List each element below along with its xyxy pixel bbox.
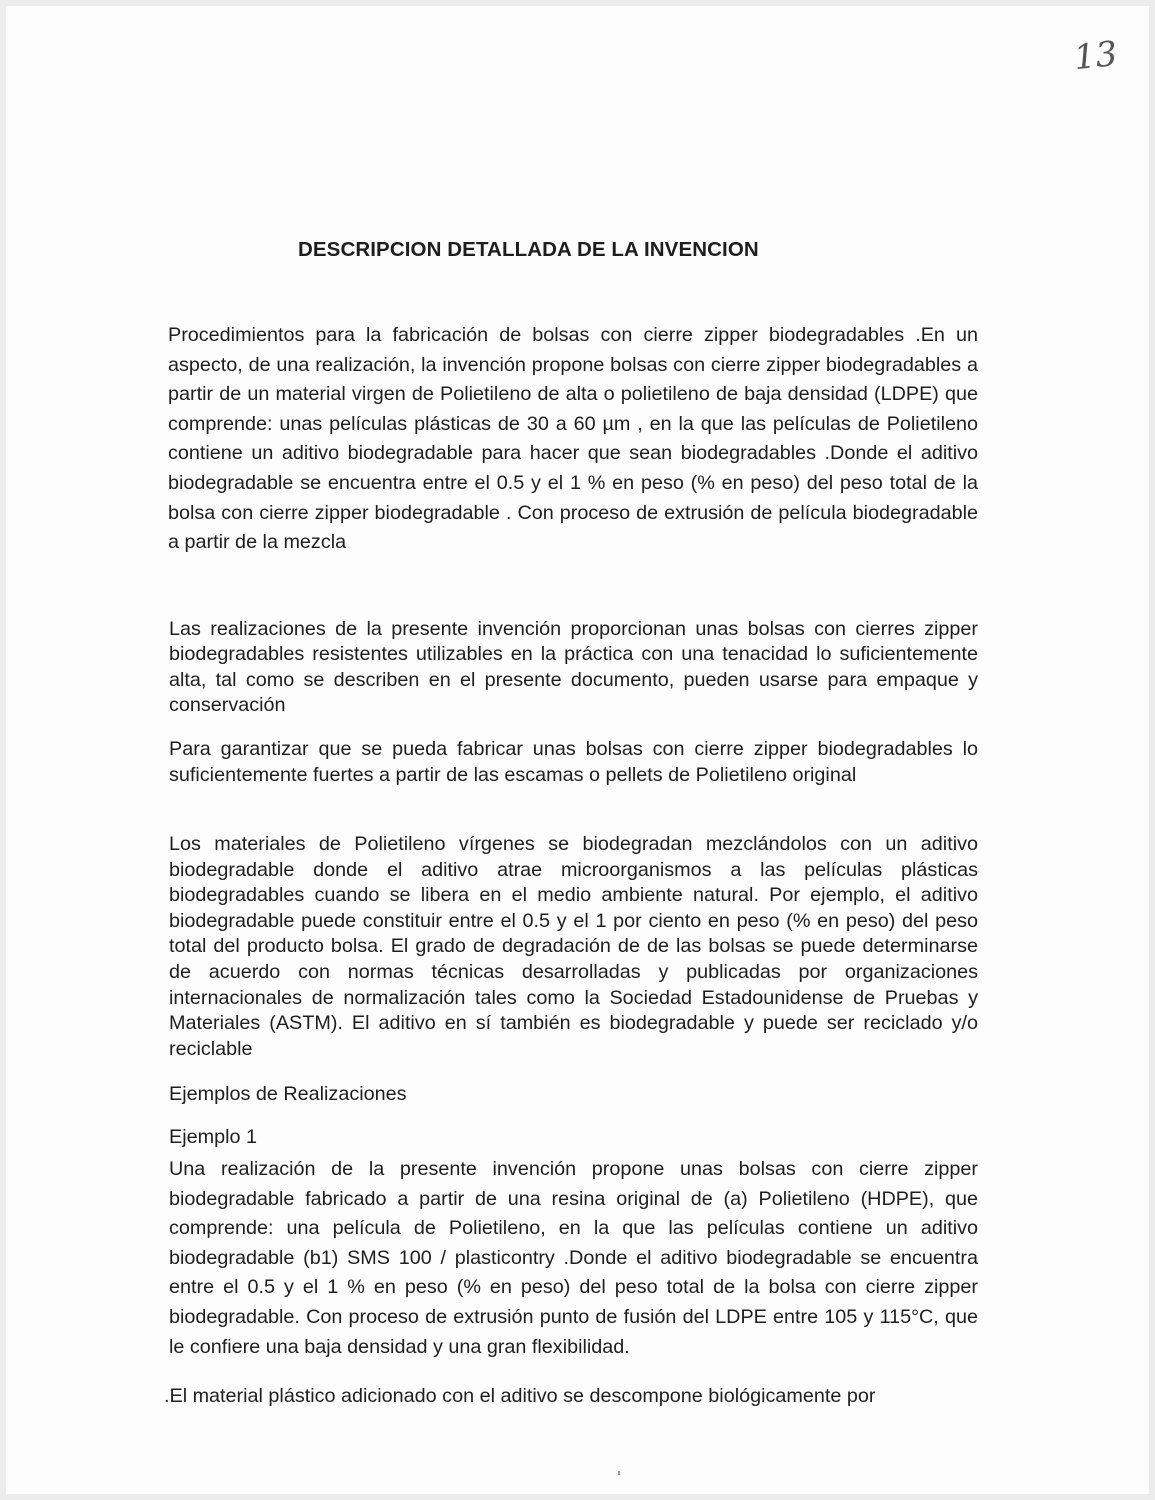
paragraph-realizaciones: Las realizaciones de la presente invención proporcionan unas bolsas con cierres zipper biodegradables resistentes utilizables en la práctica con una tenacidad lo suficientemente alta, tal como se describen en el presente documento, pueden usarse para empaque y conservación [169,618,978,717]
paragraph-intro: Procedimientos para la fabricación de bolsas con cierre zipper biodegradables .En un aspecto, de una realización, la invención propone bolsas con cierre zipper biodegradables a partir de un material virgen de Polietileno de alta o polietileno de baja densidad (LDPE) que comprende: unas películas plásticas de 30 a 60 µm , en la que las películas de Polietileno contiene un aditivo biodegradable para hacer que sean biodegradables .Donde el aditivo biodegradable se encuentra entre el 0.5 y el 1 % en peso (% en peso) del peso total de la bolsa con cierre zipper biodegradable . Con proceso de extrusión de película biodegradable a partir de la mezcla [168,324,978,554]
page-title: DESCRIPCION DETALLADA DE LA INVENCION [298,238,759,261]
paragraph-example-1: Una realización de la presente invención propone unas bolsas con cierre zipper biodegradable fabricado a partir de una resina original de (a) Polietileno (HDPE), que comprende: una película de Polietileno, en la que las películas contiene un aditivo biodegradable (b1) SMS 100 / plasticontry .Donde el aditivo biodegradable se encuentra entre el 0.5 y el 1 % en peso (% en peso) del peso total de la bolsa con cierre zipper biodegradable. Con proceso de extrusión punto de fusión del LDPE entre 105 y 115°C, que le confiere una baja densidad y una gran flexibilidad. [169,1158,978,1358]
document-page [6,6,1149,1494]
paragraph-materiales: Los materiales de Polietileno vírgenes se biodegradan mezclándolos con un aditivo biodegradable donde el aditivo atrae microorganismos a las películas plásticas biodegradables cuando se libera en el medio ambiente natural. Por ejemplo, el aditivo biodegradable puede constituir entre el 0.5 y el 1 por ciento en peso (% en peso) del peso total del producto bolsa. El grado de degradación de de las bolsas se puede determinarse de acuerdo con normas técnicas desarrolladas y publicadas por organizaciones internacionales de normalización tales como la Sociedad Estadounidense de Pruebas y Materiales (ASTM). El aditivo en sí también es biodegradable y puede ser reciclado y/o reciclable [169,833,978,1060]
heading-examples: Ejemplos de Realizaciones [169,1083,407,1105]
heading-example-1: Ejemplo 1 [169,1126,257,1148]
paragraph-continuation: .El material plástico adicionado con el aditivo se descompone biológicamente por [164,1385,876,1407]
page-number: 13 [1072,33,1120,79]
paragraph-garantizar: Para garantizar que se pueda fabricar unas bolsas con cierre zipper biodegradables lo suficientemente fuertes a partir de las escamas o pellets de Polietileno original [169,738,978,786]
scan-speck [618,1471,620,1475]
